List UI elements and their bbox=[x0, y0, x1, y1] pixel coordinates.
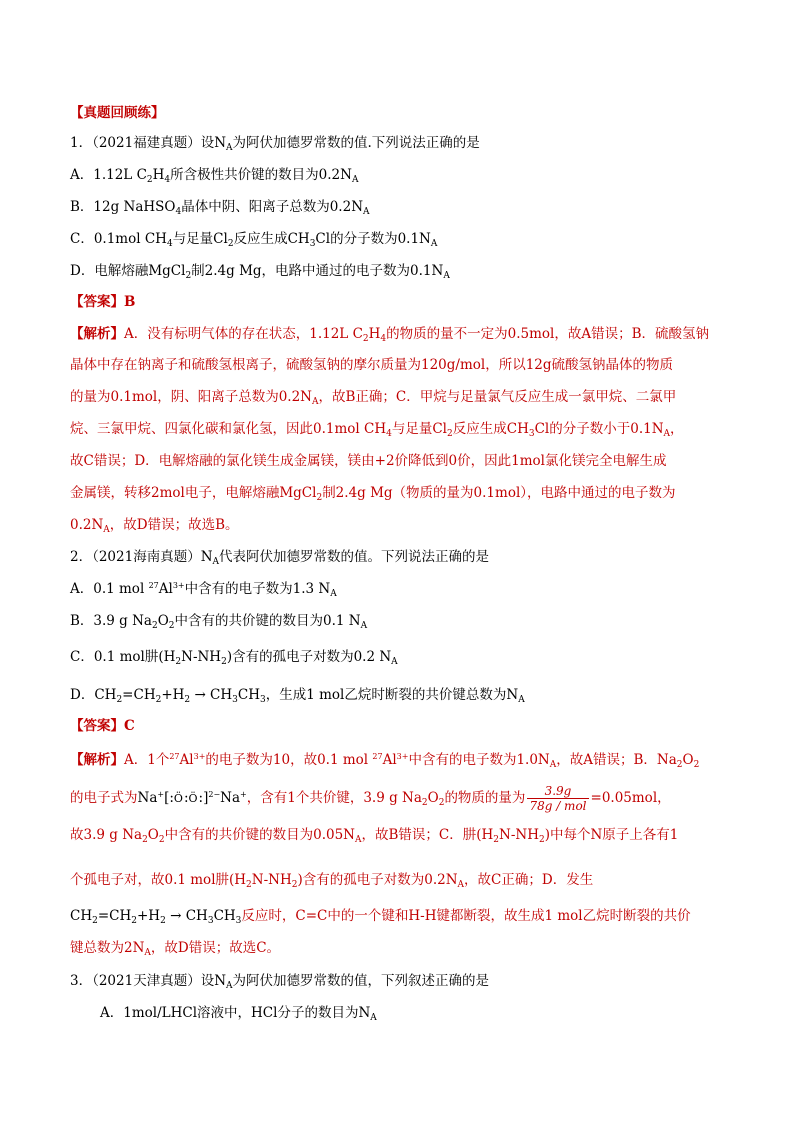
fraction-numerator: 3.9g bbox=[527, 784, 588, 799]
q1-option-a: A．1.12L $C_2H_4$所含极性共价键的数目为$0.2N_A$ bbox=[70, 167, 359, 185]
q1-analysis-line-7: $0.2N_A$，故D错误；故选B。 bbox=[70, 517, 239, 535]
q1-analysis-line-1: 【解析】A．没有标明气体的存在状态，1.12L $C_2H_4$的物质的量不一定为0.5mol，故A错误；B．硫酸氢钠 bbox=[70, 326, 710, 344]
q2-option-b: B．3.9 g $Na_2O_2$中含有的共价键的数目为0.1 $N_A$ bbox=[70, 613, 368, 631]
q2-analysis-line-6: 键总数为$2N_A$，故D错误；故选C。 bbox=[70, 940, 281, 958]
fraction bbox=[527, 784, 588, 813]
q2-analysis-line-3: 故3.9 g $Na_2O_2$中含有的共价键的数目为$0.05N_A$，故B错误；C．肼$(H_2N-NH_2)$中每个N原子上各有1 bbox=[70, 827, 679, 845]
q2-option-c: C．0.1 mol肼$(H_2N-NH_2)$含有的孤电子对数为0.2 $N_A$ bbox=[70, 649, 398, 667]
q2-analysis-line-5: $CH_2=CH_2+H_2 \to CH_3CH_3$反应时，C=C中的一个键和H-H键都断裂，故生成1 mol乙烷时断裂的共价 bbox=[70, 908, 691, 926]
q1-analysis-line-6: 金属镁，转移2mol电子，电解熔融MgCl$_2$制2.4g Mg（物质的量为0.1mol），电路中通过的电子数为 bbox=[70, 485, 676, 503]
q2-option-d: D．$CH_2=CH_2+H_2 \to CH_3CH_3$，生成1 mol乙烷时断裂的共价键总数为$N_A$ bbox=[70, 687, 525, 705]
q1-stem: 1．（2021福建真题）设$N_A$为阿伏加德罗常数的值.下列说法正确的是 bbox=[70, 135, 480, 153]
fraction-denominator: 78g / mol bbox=[529, 799, 587, 813]
q2-analysis-line-4: 个孤电子对，故0.1 mol肼$(H_2N-NH_2)$含有的孤电子对数为$0.2N_A$，故C正确；D．发生 bbox=[70, 872, 594, 890]
q1-analysis-line-2: 晶体中存在钠离子和硫酸氢根离子，硫酸氢钠的摩尔质量为120g/mol，所以12g硫酸氢钠晶体的物质 bbox=[70, 357, 674, 373]
q1-analysis-line-4: 烷、三氯甲烷、四氯化碳和氯化氢，因此0.1mol $CH_4$与足量$Cl_2$反应生成$CH_3Cl$的分子数小于$0.1N_A$， bbox=[70, 421, 684, 439]
section-title: 【真题回顾练】 bbox=[70, 105, 165, 121]
q2-analysis-line-2: 的电子式为Na+[:Ö:Ö:]$^{2-}$Na+，含有1个共价键，3.9 g $Na_2O_2$的物质的量为 $\frac{3.9g}{\text{78g / mol}}$ =0.05mol， bbox=[70, 784, 671, 813]
q3-option-a: A．1mol/LHCl溶液中，HCl分子的数目为$N_A$ bbox=[100, 1005, 377, 1023]
q1-option-d: D．电解熔融MgCl$_2$制2.4g Mg，电路中通过的电子数为$0.1N_A$ bbox=[70, 263, 450, 281]
q2-analysis-line-1: 【解析】A．1个$^{27}Al^{3+}$的电子数为10，故0.1 mol $^{27}Al^{3+}$中含有的电子数为$1.0N_A$，故A错误；B．$Na_2O_2$ bbox=[70, 752, 700, 770]
q1-option-b: B．12g NaHSO$_4$晶体中阴、阳离子总数为$0.2N_A$ bbox=[70, 199, 370, 217]
q2-option-a: A．0.1 mol $^{27}Al^{3+}$中含有的电子数为1.3 $N_A$ bbox=[70, 581, 337, 599]
q3-stem: 3．（2021天津真题）设$N_A$为阿伏加德罗常数的值，下列叙述正确的是 bbox=[70, 973, 490, 991]
q1-analysis-line-5: 故C错误；D．电解熔融的氯化镁生成金属镁，镁由+2价降低到0价，因此1mol氯化镁完全电解生成 bbox=[70, 453, 667, 469]
q1-option-c: C．0.1mol $CH_4$与足量$Cl_2$反应生成$CH_3Cl$的分子数为$0.1N_A$ bbox=[70, 231, 438, 249]
q1-analysis-line-3: 的量为0.1mol，阴、阳离子总数为$0.2N_A$，故B正确；C．甲烷与足量氯气反应生成一氯甲烷、二氯甲 bbox=[70, 389, 677, 407]
q2-answer: 【答案】C bbox=[70, 718, 135, 734]
q1-answer: 【答案】B bbox=[70, 294, 136, 310]
q2-stem: 2．（2021海南真题）$N_A$代表阿伏加德罗常数的值。下列说法正确的是 bbox=[70, 549, 490, 567]
